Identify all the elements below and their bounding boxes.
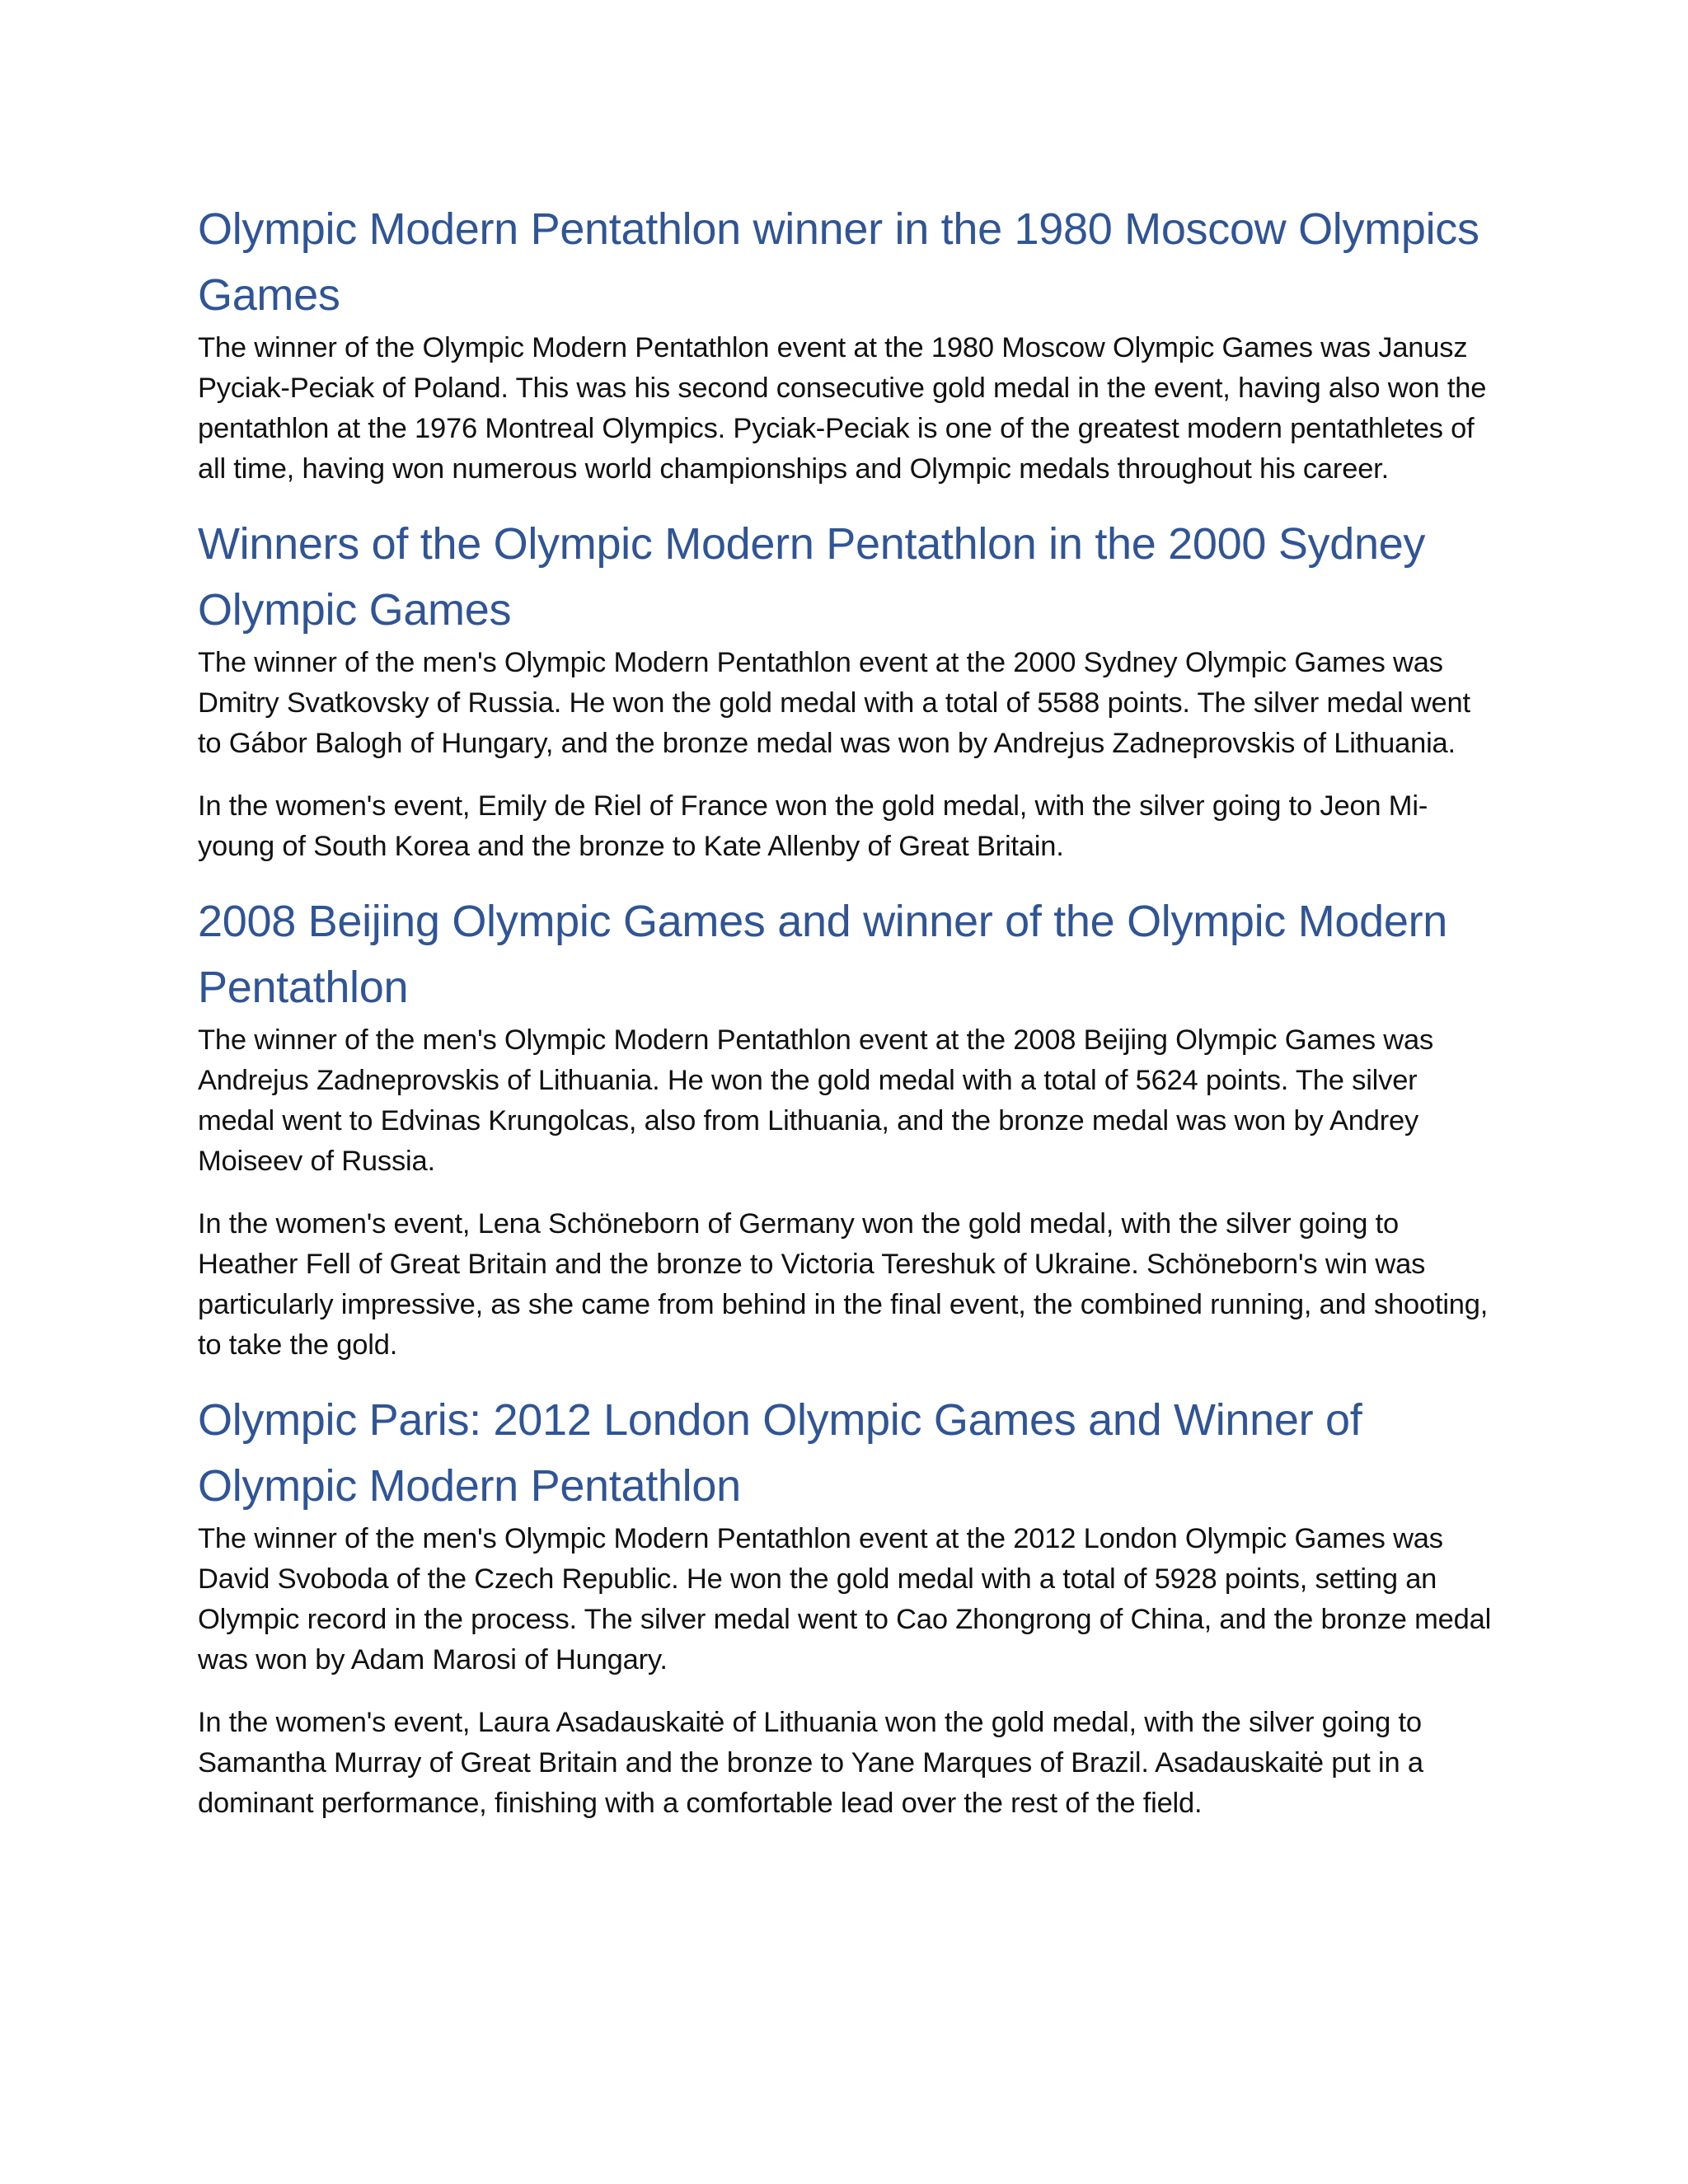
paragraph: In the women's event, Emily de Riel of France won the gold medal, with the silver going to Jeon Mi-young of South Korea and the bronze to Kate Allenby of Great Britain. bbox=[198, 790, 1428, 862]
section-2008-beijing bbox=[198, 888, 1500, 1366]
section-heading: Olympic Paris: 2012 London Olympic Games and Winner of Olympic Modern Pentathlon bbox=[198, 1395, 1362, 1511]
section-heading: 2008 Beijing Olympic Games and winner of the Olympic Modern Pentathlon bbox=[198, 897, 1448, 1012]
paragraph: In the women's event, Laura Asadauskaitė of Lithuania won the gold medal, with the silver going to Samantha Murray of Great Britain and the bronze to Yane Marques of Brazil. Asadauskaitė put in a dominant performance, finishing with a comfortable lead over the rest of the field. bbox=[198, 1707, 1423, 1819]
paragraph: The winner of the men's Olympic Modern Pentathlon event at the 2008 Beijing Olympic Games was Andrejus Zadneprovskis of Lithuania. He won the gold medal with a total of 5624 points. The silver medal went to Edvinas Krungolcas, also from Lithuania, and the bronze medal was won by Andrey Moiseev of Russia. bbox=[198, 1024, 1434, 1177]
section-1980-moscow bbox=[198, 196, 1500, 490]
paragraph: The winner of the men's Olympic Modern Pentathlon event at the 2000 Sydney Olympic Games was Dmitry Svatkovsky of Russia. He won the gold medal with a total of 5588 points. The silver medal went to Gábor Balogh of Hungary, and the bronze medal was won by Andrejus Zadneprovskis of Lithuania. bbox=[198, 647, 1470, 759]
section-2000-sydney bbox=[198, 511, 1500, 867]
paragraph: The winner of the Olympic Modern Pentathlon event at the 1980 Moscow Olympic Games was Janusz Pyciak-Peciak of Poland. This was his second consecutive gold medal in the event, having also won the pentathlon at the 1976 Montreal Olympics. Pyciak-Peciak is one of the greatest modern pentathletes of all time, having won numerous world championships and Olympic medals throughout his career. bbox=[198, 332, 1487, 485]
section-heading: Winners of the Olympic Modern Pentathlon in the 2000 Sydney Olympic Games bbox=[198, 519, 1426, 635]
paragraph: The winner of the men's Olympic Modern Pentathlon event at the 2012 London Olympic Games was David Svoboda of the Czech Republic. He won the gold medal with a total of 5928 points, setting an Olympic record in the process. The silver medal went to Cao Zhongrong of China, and the bronze medal was won by Adam Marosi of Hungary. bbox=[198, 1523, 1492, 1675]
section-2012-london bbox=[198, 1387, 1500, 1824]
paragraph: In the women's event, Lena Schöneborn of Germany won the gold medal, with the silver going to Heather Fell of Great Britain and the bronze to Victoria Tereshuk of Ukraine. Schöneborn's win was particularly impressive, as she came from behind in the final event, the combined running, and shooting, to take the gold. bbox=[198, 1208, 1489, 1361]
document-page bbox=[198, 196, 1500, 1824]
section-heading: Olympic Modern Pentathlon winner in the 1980 Moscow Olympics Games bbox=[198, 204, 1479, 320]
